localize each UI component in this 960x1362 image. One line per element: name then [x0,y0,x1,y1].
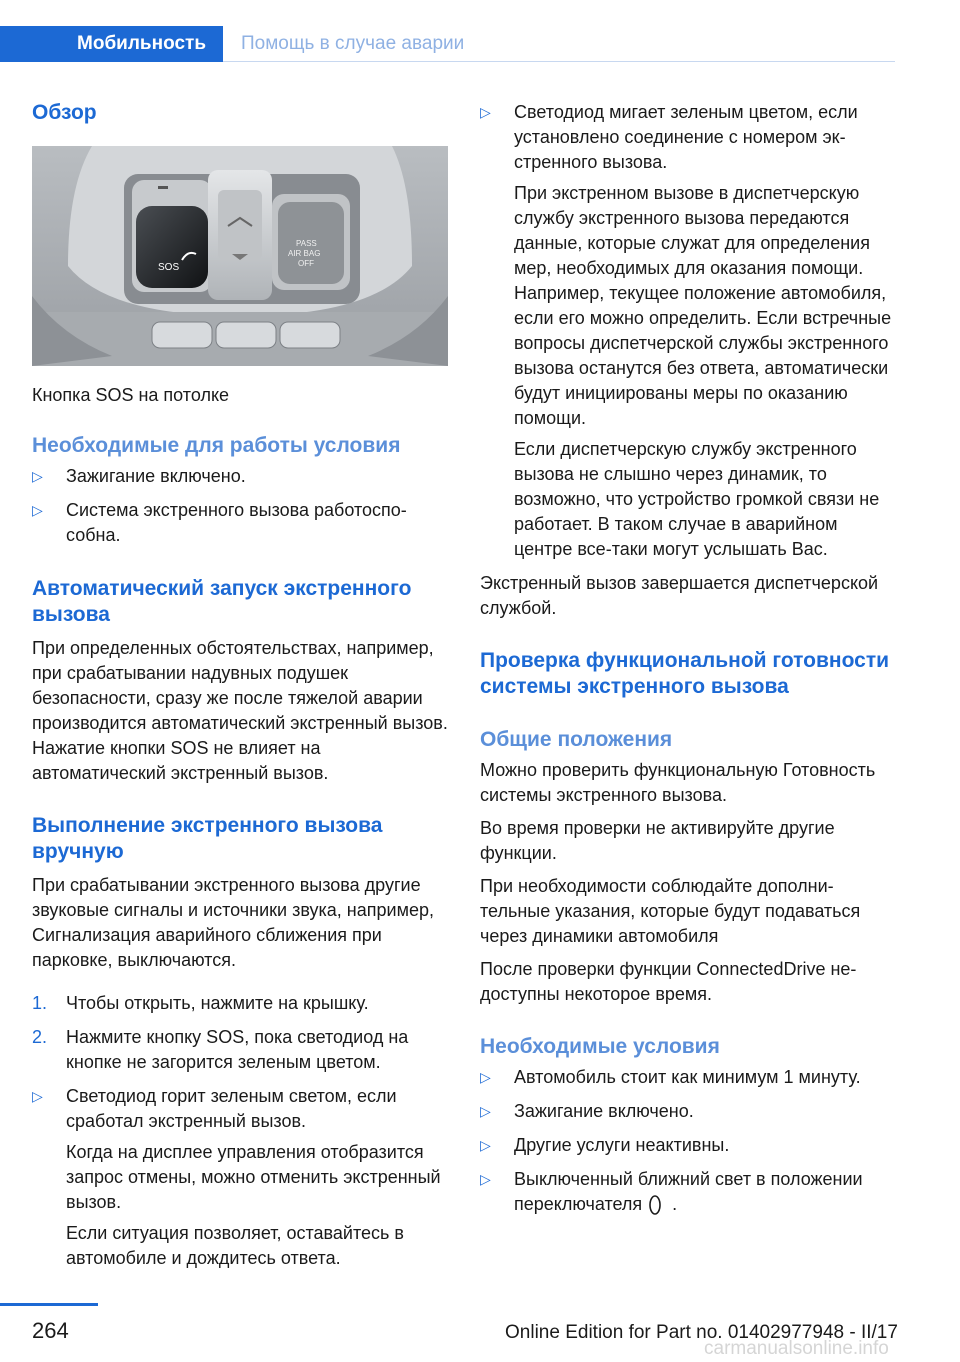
step-number: 1. [32,993,48,1013]
requirements-title: Необходимые для работы условия [32,434,401,457]
manual-call-text: При срабатывании экстренного вызова другие звуковые сигналы и источники звука, например, Сигнализация аварийного сближения при парковке, выключаются. [32,875,434,970]
list-item: ▷ Светодиод горит зеленым светом, если сработал экстренный вызов. Когда на дисплее управления отобразится запрос отмены, можно отменить экстренный вызов. Если ситуация позволяет, оставайтесь в автомобиле и дождитесь ответа. [32,1086,441,1268]
right-column [480,100,896,1226]
list-item: ▷ Выключенный ближний свет в положении переключателя . [480,1167,896,1217]
sos-button-label: SOS [158,262,180,273]
steps-list [32,991,448,1075]
conditions-list [480,1065,896,1217]
led-blink-list [480,100,896,562]
light-switch-icon [648,1194,662,1216]
bullet-triangle-icon: ▷ [480,1171,491,1187]
page-number: 264 [32,1318,69,1343]
conditions-title: Необходимые условия [480,1035,720,1058]
list-item: ▷ Зажигание включено. [480,1099,896,1124]
bullet-triangle-icon: ▷ [480,104,491,120]
list-item: ▷ Автомобиль стоит как минимум 1 минуту. [480,1065,896,1090]
bullet-triangle-icon: ▷ [480,1103,491,1119]
sos-console-photo [32,146,448,366]
overview-title: Обзор [32,101,97,124]
header-section-tab: Мобильность [0,26,223,62]
end-call-text: Экстренный вызов завершается диспетчерской службой. [480,573,879,618]
edition-footer: Online Edition for Part no. 01402977948 - II/17 [505,1322,898,1343]
led-green-list [32,1084,448,1271]
bullet-triangle-icon: ▷ [480,1069,491,1085]
step-number: 2. [32,1027,48,1047]
airbag-label-pass: PASS [296,239,317,248]
general-title: Общие положения [480,728,673,751]
photo-caption: Кнопка SOS на потолке [32,385,230,405]
list-item: 2. Нажмите кнопку SOS, пока светодиод на кнопке не загорится зеленым цветом. [32,1027,409,1072]
check-title: Проверка функциональной готовности системы экстренного вызова [480,649,890,698]
page-number-bar [0,1303,98,1306]
general-para: Можно проверить функциональную Готовность системы экстренного вызова. [480,760,876,805]
watermark: carmanualsonline.info [704,1338,889,1359]
bullet-triangle-icon: ▷ [32,1088,43,1104]
general-para: После проверки функции ConnectedDrive недоступны некоторое время. [480,959,857,1004]
list-item: ▷ Другие услуги неактивны. [480,1133,896,1158]
list-item: 1. Чтобы открыть, нажмите на крышку. [32,991,448,1016]
requirements-list [32,464,448,548]
list-item: ▷ Зажигание включено. [32,464,448,489]
list-item: ▷ Светодиод мигает зеленым цветом, если установлено соединение с номером экстренного вызова. При экстренном вызове в диспетчерскую службу экстренного вызова передаются данные, которые служат для определения мер, необходимых для оказания помощи. Например, текущее положение автомобиля, если его можно определить. Если встречные вопросы диспетчерской службы экстренного вызова останутся без ответа, автоматически будут инициированы меры по оказанию помощи. Если диспетчерскую службу экстренного вызова не слышно через динамик, то возможно, что устройство громкой связи не работает. В таком случае в аварийном центре все-таки могут услышать Вас. [480,102,892,559]
bullet-triangle-icon: ▷ [32,502,43,518]
list-item: ▷ Система экстренного вызова работоспособна. [32,500,407,545]
airbag-label-off: OFF [298,259,314,268]
auto-call-text: При определенных обстоятельствах, например, при срабатывании надувных подушек безопасности, сразу же после тяжелой аварии производится автоматический экстренный вызов. Нажатие кнопки SOS не влияет на автоматический экстренный вызов. [32,638,448,783]
manual-call-title: Выполнение экстренного вызова вручную [32,814,383,863]
header-divider [223,61,895,62]
auto-call-title: Автоматический запуск экстренного вызова [32,577,412,626]
left-column [32,100,448,1280]
header-chapter: Помощь в случае аварии [241,33,465,54]
general-para: Во время проверки не активируйте другие функции. [480,818,835,863]
bullet-triangle-icon: ▷ [480,1137,491,1153]
general-para: При необходимости соблюдайте дополнительные указания, которые будут подаваться через динамики автомобиля [480,876,861,946]
airbag-label-airbag: AIR BAG [288,249,321,258]
bullet-triangle-icon: ▷ [32,468,43,484]
